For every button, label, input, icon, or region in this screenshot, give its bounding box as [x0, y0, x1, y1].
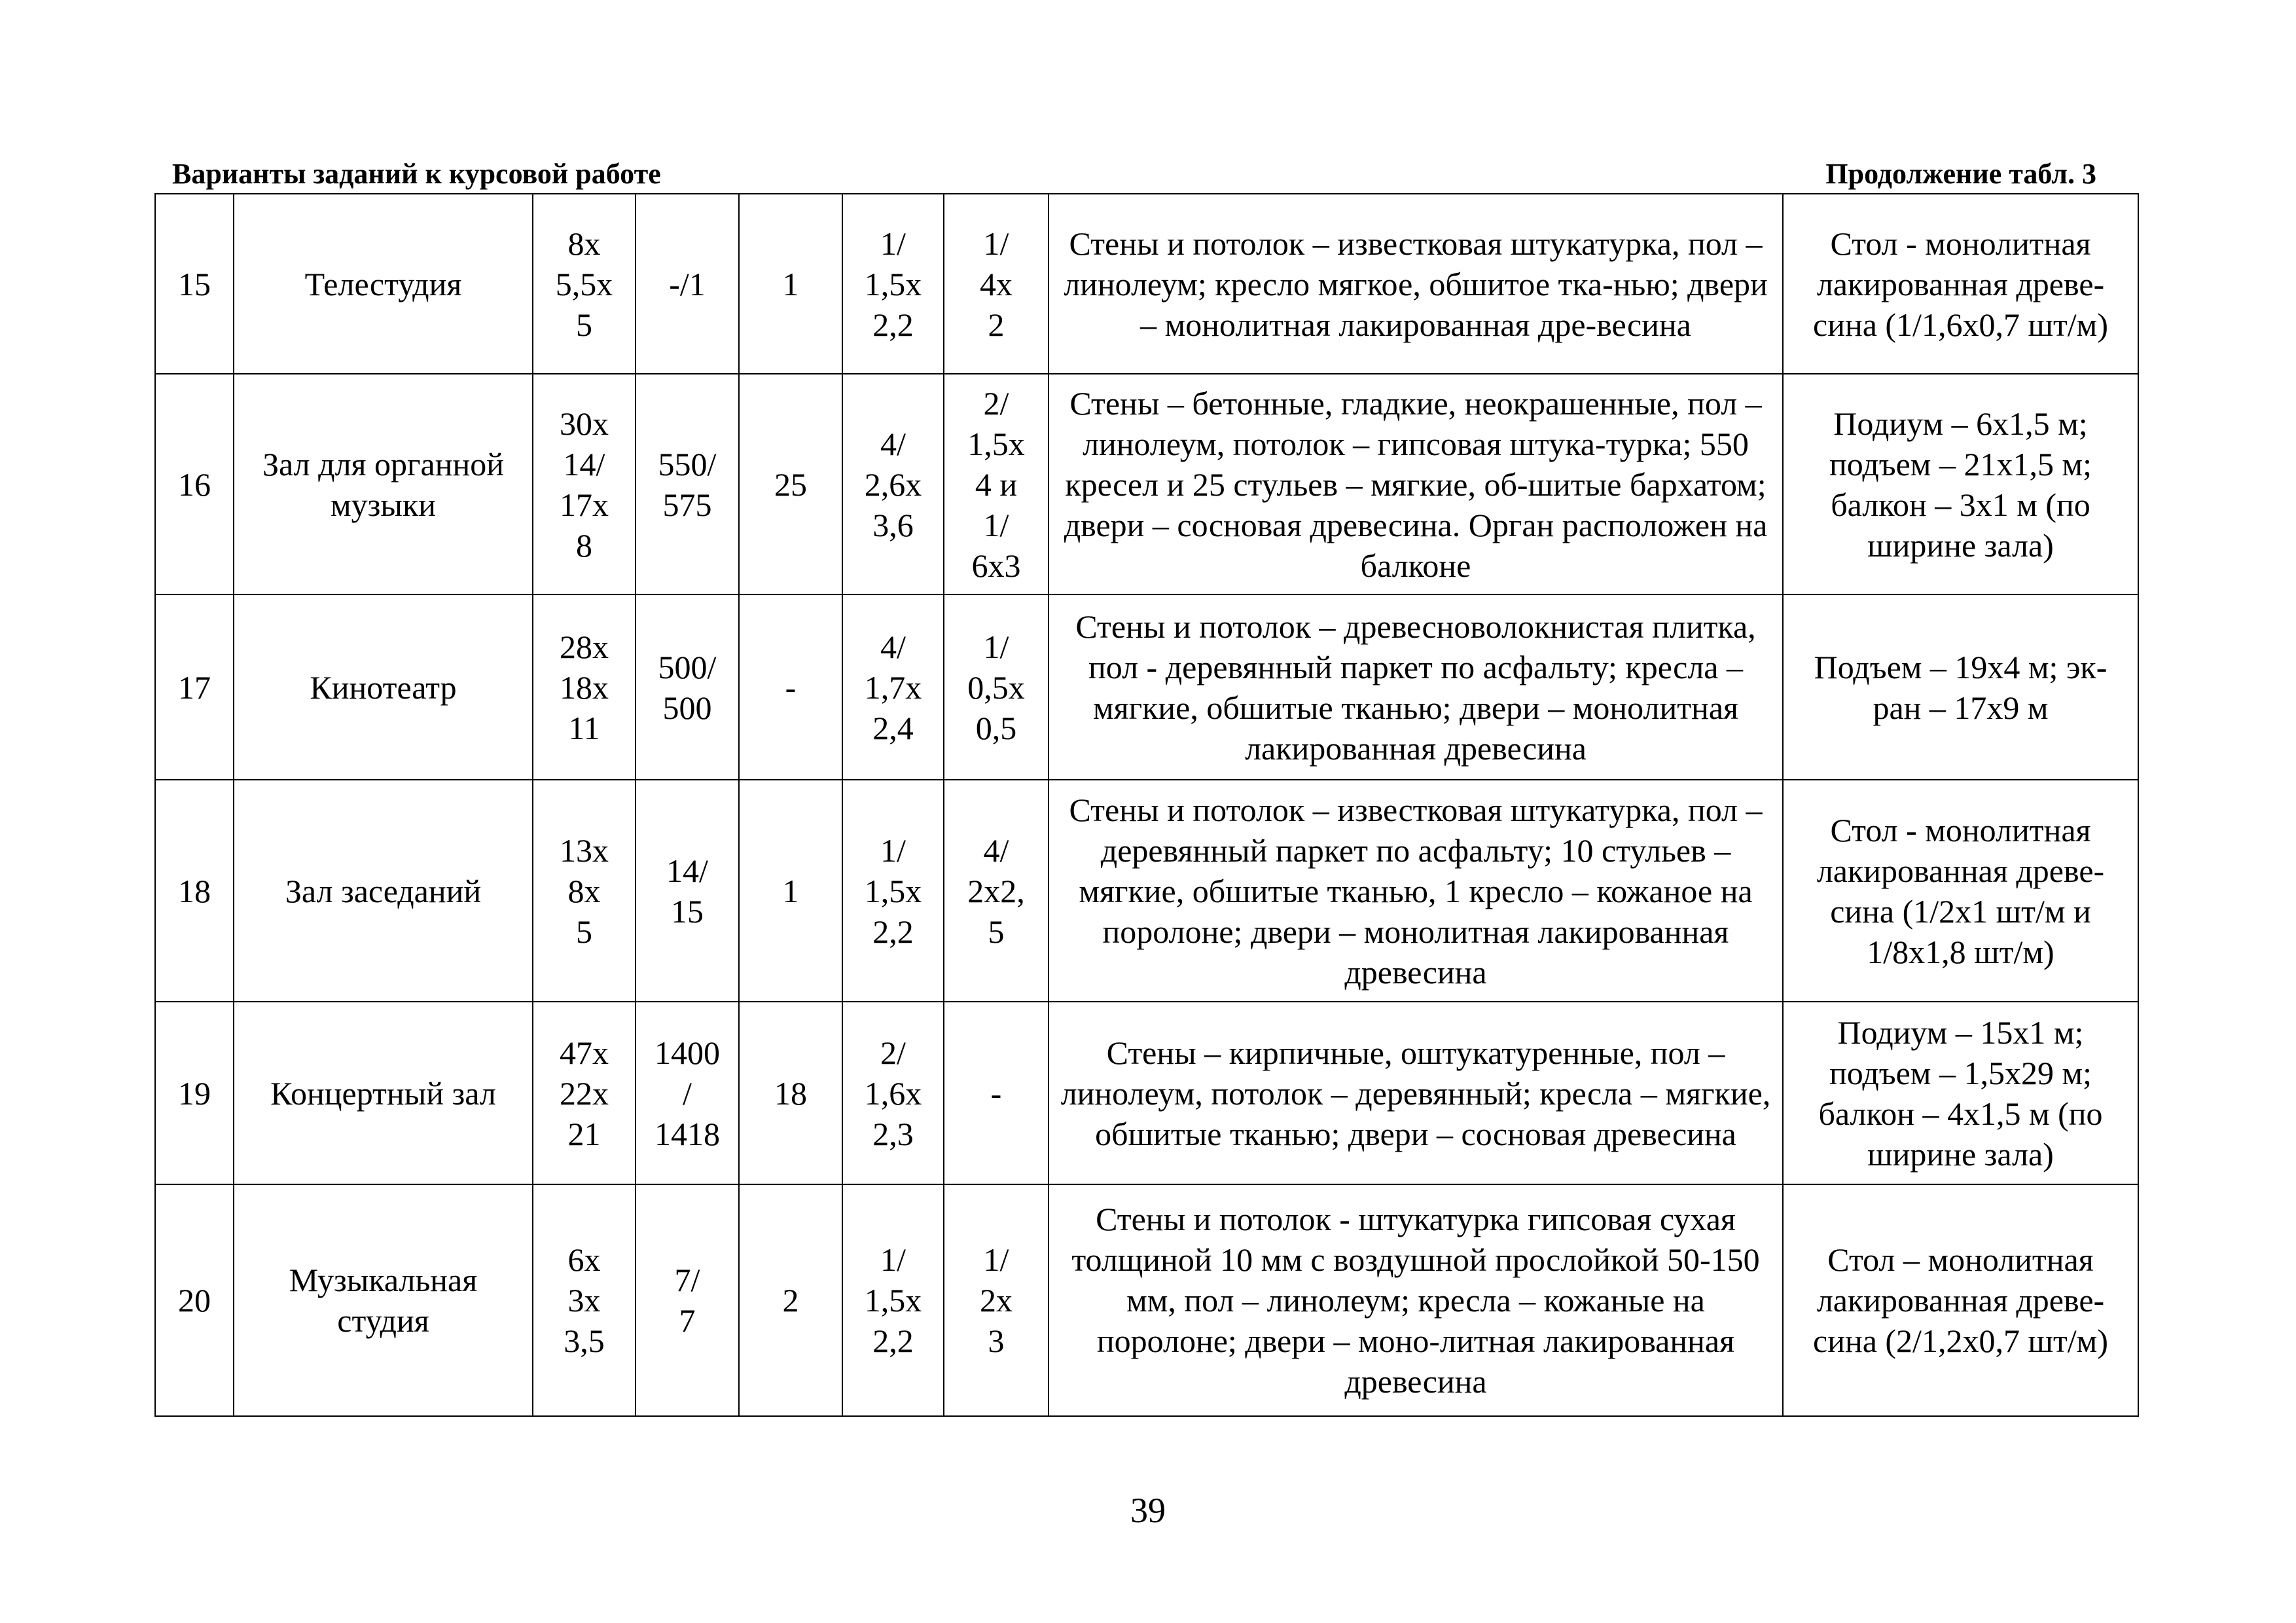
- furniture-note: Стол - монолитная лакированная древе-сина (1/1,6х0,7 шт/м): [1783, 194, 2138, 374]
- room-name: Телестудия: [234, 194, 533, 374]
- door-spec: 2/ 1,6х 2,3: [842, 1002, 944, 1184]
- row-number: 20: [155, 1184, 234, 1416]
- people-count: -: [739, 594, 842, 780]
- row-number: 16: [155, 374, 234, 594]
- people-count: 25: [739, 374, 842, 594]
- table-row: [155, 1002, 2138, 1184]
- row-number: 19: [155, 1002, 234, 1184]
- seat-count: 500/ 500: [636, 594, 739, 780]
- table-row: [155, 1184, 2138, 1416]
- door-spec: 1/ 1,5х 2,2: [842, 194, 944, 374]
- surface-materials: Стены и потолок – известковая штукатурка, пол – деревянный паркет по асфальту; 10 стульев – мягкие, обшитые тканью, 1 кресло – кожаное на поролоне; двери – монолитная лакированная древесина: [1049, 780, 1783, 1002]
- furniture-note: Стол – монолитная лакированная древе-сина (2/1,2х0,7 шт/м): [1783, 1184, 2138, 1416]
- room-name: Концертный зал: [234, 1002, 533, 1184]
- surface-materials: Стены – кирпичные, оштукатуренные, пол – линолеум, потолок – деревянный; кресла – мягкие, обшитые тканью; двери – сосновая древесина: [1049, 1002, 1783, 1184]
- window-spec: 1/ 2х 3: [944, 1184, 1049, 1416]
- seat-count: 14/ 15: [636, 780, 739, 1002]
- room-dimensions: 13х 8х 5: [533, 780, 636, 1002]
- window-spec: 2/ 1,5х 4 и 1/ 6х3: [944, 374, 1049, 594]
- room-dimensions: 6х 3х 3,5: [533, 1184, 636, 1416]
- door-spec: 4/ 2,6х 3,6: [842, 374, 944, 594]
- table-row: [155, 780, 2138, 1002]
- window-spec: -: [944, 1002, 1049, 1184]
- room-dimensions: 28х 18х 11: [533, 594, 636, 780]
- furniture-note: Подиум – 15х1 м; подъем – 1,5х29 м; балкон – 4х1,5 м (по ширине зала): [1783, 1002, 2138, 1184]
- people-count: 1: [739, 780, 842, 1002]
- row-number: 15: [155, 194, 234, 374]
- window-spec: 4/ 2х2, 5: [944, 780, 1049, 1002]
- room-name: Зал заседаний: [234, 780, 533, 1002]
- people-count: 1: [739, 194, 842, 374]
- seat-count: -/1: [636, 194, 739, 374]
- page-header: [172, 155, 2096, 194]
- variants-table: [154, 193, 2139, 1417]
- furniture-note: Подиум – 6х1,5 м; подъем – 21х1,5 м; балкон – 3х1 м (по ширине зала): [1783, 374, 2138, 594]
- door-spec: 1/ 1,5х 2,2: [842, 1184, 944, 1416]
- surface-materials: Стены и потолок – древесноволокнистая плитка, пол - деревянный паркет по асфальту; кресла – мягкие, обшитые тканью; двери – монолитная лакированная древесина: [1049, 594, 1783, 780]
- door-spec: 1/ 1,5х 2,2: [842, 780, 944, 1002]
- room-name: Кинотеатр: [234, 594, 533, 780]
- room-dimensions: 47х 22х 21: [533, 1002, 636, 1184]
- people-count: 18: [739, 1002, 842, 1184]
- seat-count: 550/ 575: [636, 374, 739, 594]
- table-caption: Варианты заданий к курсовой работе: [172, 158, 661, 190]
- furniture-note: Подъем – 19х4 м; эк-ран – 17х9 м: [1783, 594, 2138, 780]
- table-row: [155, 374, 2138, 594]
- surface-materials: Стены и потолок - штукатурка гипсовая сухая толщиной 10 мм с воздушной прослойкой 50-150 мм, пол – линолеум; кресла – кожаные на поролоне; двери – моно-литная лакированная древесина: [1049, 1184, 1783, 1416]
- surface-materials: Стены и потолок – известковая штукатурка, пол – линолеум; кресло мягкое, обшитое тка-нью; двери – монолитная лакированная дре-весина: [1049, 194, 1783, 374]
- table-row: [155, 194, 2138, 374]
- row-number: 17: [155, 594, 234, 780]
- row-number: 18: [155, 780, 234, 1002]
- table-row: [155, 594, 2138, 780]
- page-number: 39: [1130, 1491, 1166, 1530]
- people-count: 2: [739, 1184, 842, 1416]
- furniture-note: Стол - монолитная лакированная древе-сина (1/2х1 шт/м и 1/8х1,8 шт/м): [1783, 780, 2138, 1002]
- room-dimensions: 8х 5,5х 5: [533, 194, 636, 374]
- room-name: Музыкальная студия: [234, 1184, 533, 1416]
- seat-count: 1400 / 1418: [636, 1002, 739, 1184]
- table-continuation-label: Продолжение табл. 3: [1825, 158, 2096, 190]
- window-spec: 1/ 4х 2: [944, 194, 1049, 374]
- room-dimensions: 30х 14/ 17х 8: [533, 374, 636, 594]
- door-spec: 4/ 1,7х 2,4: [842, 594, 944, 780]
- surface-materials: Стены – бетонные, гладкие, неокрашенные, пол – линолеум, потолок – гипсовая штука-турка; 550 кресел и 25 стульев – мягкие, об-шитые бархатом; двери – сосновая древесина. Орган расположен на балконе: [1049, 374, 1783, 594]
- window-spec: 1/ 0,5х 0,5: [944, 594, 1049, 780]
- seat-count: 7/ 7: [636, 1184, 739, 1416]
- room-name: Зал для органной музыки: [234, 374, 533, 594]
